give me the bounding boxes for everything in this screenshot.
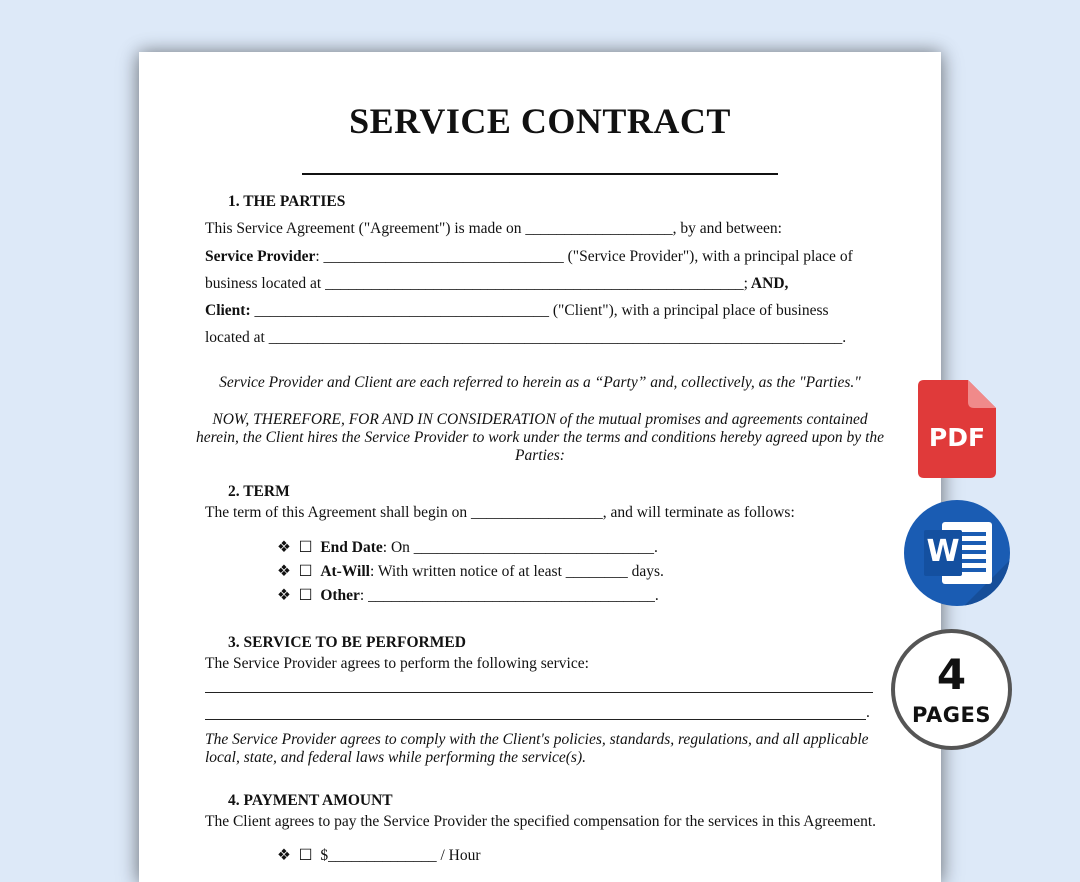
- bullet-icon: ❖: [277, 563, 291, 580]
- option-text: : _____________________________________.: [359, 587, 659, 604]
- provider-address-line: [205, 275, 788, 293]
- provider-label: Service Provider: [205, 248, 316, 265]
- dollar-sign: $: [320, 847, 329, 864]
- payment-option-hourly: [277, 847, 480, 865]
- client-label: Client:: [205, 302, 251, 319]
- checkbox-icon[interactable]: ☐: [298, 563, 313, 580]
- option-text: : With written notice of at least ________ days.: [369, 563, 664, 580]
- checkbox-icon[interactable]: ☐: [298, 539, 313, 556]
- provider-rest: : _______________________________ ("Service Provider"), with a principal place of: [315, 248, 853, 265]
- service-line-period: .: [866, 704, 870, 721]
- word-letter: W: [926, 534, 960, 569]
- provider-line: [205, 248, 853, 266]
- bullet-icon: ❖: [277, 539, 291, 556]
- term-option-at-will: [277, 563, 664, 581]
- bullet-icon: ❖: [277, 587, 291, 604]
- option-text: : On _______________________________.: [382, 539, 658, 556]
- checkbox-icon[interactable]: ☐: [298, 847, 313, 864]
- party-note: Service Provider and Client are each referred to herein as a “Party” and, collectively, as the "Parties.": [219, 374, 861, 391]
- service-blank-line-1: [205, 692, 873, 693]
- option-label: At-Will: [320, 563, 370, 580]
- document-title: SERVICE CONTRACT: [349, 101, 731, 141]
- section-payment-heading: 4. PAYMENT AMOUNT: [228, 792, 393, 809]
- provider-address: business located at ______________________________________________________;: [205, 275, 748, 292]
- compliance-paragraph: The Service Provider agrees to comply with the Client's policies, standards, regulations, and all applicable local, state, and federal laws while performing the service(s).: [205, 731, 869, 766]
- term-intro: The term of this Agreement shall begin on _________________, and will terminate as follows:: [205, 504, 795, 521]
- section-parties-heading: 1. THE PARTIES: [228, 193, 346, 210]
- option-label: End Date: [320, 539, 383, 556]
- section-term-heading: 2. TERM: [228, 483, 290, 500]
- checkbox-icon[interactable]: ☐: [298, 587, 313, 604]
- option-label: Other: [320, 587, 360, 604]
- and-label: AND,: [747, 275, 789, 292]
- pages-count: 4: [936, 650, 967, 699]
- bullet-icon: ❖: [277, 847, 291, 864]
- client-line: [205, 302, 829, 320]
- pdf-label: PDF: [928, 423, 986, 452]
- service-intro: The Service Provider agrees to perform the following service:: [205, 655, 589, 672]
- consideration-paragraph: NOW, THEREFORE, FOR AND IN CONSIDERATION of the mutual promises and agreements contained herein, the Client hires the Service Provider to work under the terms and conditions hereby agreed upon by the Parties:: [195, 411, 885, 464]
- pdf-file-icon: [918, 380, 996, 478]
- pages-count-badge: [891, 629, 1012, 750]
- parties-line1: This Service Agreement ("Agreement") is made on ___________________, by and between:: [205, 220, 782, 237]
- document-page: [139, 52, 941, 882]
- service-blank-line-2: [205, 719, 866, 720]
- client-address-line: located at __________________________________________________________________________.: [205, 329, 847, 346]
- pages-label: PAGES: [912, 703, 991, 727]
- term-option-other: [277, 587, 659, 605]
- client-rest: ______________________________________ ("Client"), with a principal place of business: [250, 302, 829, 319]
- term-option-end-date: [277, 539, 658, 557]
- section-service-heading: 3. SERVICE TO BE PERFORMED: [228, 634, 466, 651]
- word-file-icon: [904, 500, 1010, 606]
- title-underline: [302, 173, 778, 175]
- payment-intro: The Client agrees to pay the Service Provider the specified compensation for the services in this Agreement.: [205, 813, 877, 830]
- hourly-rate-text: ______________ / Hour: [328, 847, 481, 864]
